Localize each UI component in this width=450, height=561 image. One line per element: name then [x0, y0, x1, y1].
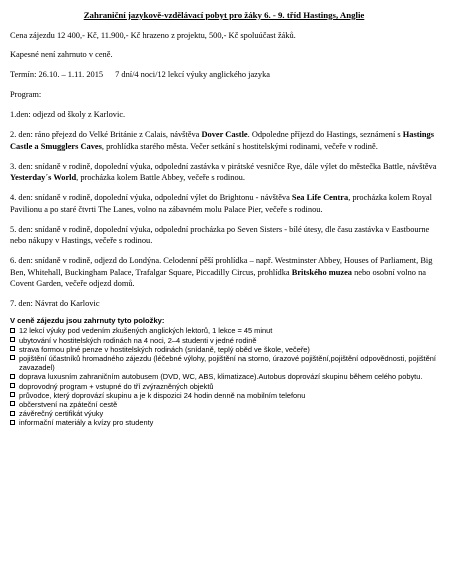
document-title: Zahraniční jazykově-vzdělávací pobyt pro žáky 6. - 9. tříd Hastings, Anglie: [83, 10, 365, 20]
list-item: průvodce, který doprovází skupinu a je k dispozici 24 hodin denně na mobilním telefonu: [10, 391, 438, 400]
yesterdays-world-highlight: Yesterday´s World: [10, 173, 77, 183]
list-item: závěrečný certifikát výuky: [10, 409, 438, 418]
day-2-text-c: . Odpoledne příjezd do Hastings, seznámení s: [247, 130, 403, 140]
checkbox-icon: [10, 328, 15, 333]
checkbox-icon: [10, 383, 15, 388]
list-item: ubytování v hostitelských rodinách na 4 noci, 2–4 studenti v jedné rodině: [10, 336, 438, 345]
program-day-2: [10, 129, 438, 152]
program-label: Program:: [10, 90, 42, 100]
checkbox-icon: [10, 392, 15, 397]
checkbox-icon: [10, 337, 15, 342]
day-4-text-c: , procházka kolem Royal Pavilionu a po staré čtvrti The Lanes, volno na zábavném molu Palace Pier, večeře s rodinou.: [10, 193, 432, 214]
dover-castle-highlight: Dover Castle: [201, 130, 248, 140]
list-item: strava formou plné penze v hostitelských rodinách (snídaně, teplý oběd ve škole, večeře): [10, 345, 438, 354]
program-day-7: 7. den: Návrat do Karlovic: [10, 299, 100, 309]
sea-life-centre-highlight: Sea Life Centra: [291, 193, 349, 203]
list-item: doprovodný program + vstupné do tří zvýrazněných objektů: [10, 382, 438, 391]
day-6-text-a: 6. den: snídaně v rodině, odjezd do Londýna. Celodenní pěší prohlídka – např. Westminster Abbey, Houses of Parliament, Big Ben, Whitehall, Buckingham Palace, Trafalgar Square, Piccadilly Circus, prohlídka: [10, 255, 433, 277]
program-day-6: [10, 255, 438, 290]
term-dates: Termín: 26.10. – 1.11. 2015: [10, 70, 104, 80]
checkbox-icon: [10, 401, 15, 406]
list-item: občerstvení na zpáteční cestě: [10, 400, 438, 409]
list-item: doprava luxusním zahraničním autobusem (DVD, WC, ABS, klimatizace).Autobus doprovází skupinu během celého pobytu.: [10, 372, 438, 381]
program-day-1: 1.den: odjezd od školy z Karlovic.: [10, 110, 126, 120]
checkbox-icon: [10, 420, 15, 425]
program-day-3: [10, 161, 438, 184]
included-items-heading: V ceně zájezdu jsou zahrnuty tyto položky:: [10, 316, 165, 326]
day-3-text-a: 3. den: snídaně v rodině, dopolední výuka, odpolední zastávka v pirátské vesničce Rye, dále výlet do městečka Battle, návštěva: [10, 161, 437, 171]
program-day-5: 5. den: snídaně v rodině, dopolední výuka, odpolední procházka po Seven Sisters - bílé útesy, dle času zastávka v Eastbourne nebo nákupy v Hastings, večeře s rodinou.: [10, 224, 430, 246]
term-line: [10, 69, 438, 81]
day-6-text-c: nebo osobní volno na Covent Garden, večeře odjezd domů.: [10, 267, 426, 289]
checkbox-icon: [10, 411, 15, 416]
price-line: Cena zájezdu 12 400,- Kč, 11.900,- Kč hrazeno z projektu, 500,- Kč spoluúčast žáků.: [10, 30, 296, 40]
list-item: informační materiály a kvízy pro studenty: [10, 418, 438, 427]
term-details: 7 dní/4 noci/12 lekcí výuky anglického jazyka: [115, 70, 270, 80]
program-day-4: [10, 192, 438, 215]
checkbox-icon: [10, 374, 15, 379]
included-items-section: [10, 316, 438, 427]
hastings-castle-highlight: Hastings Castle a Smugglers Caves: [10, 130, 434, 151]
day-4-text-a: 4. den: snídaně v rodině, dopolední výuka, odpolední výlet do Brightonu - návštěva: [10, 193, 292, 203]
included-items-list: [10, 326, 438, 427]
day-2-text-e: , prohlídka starého města. Večer setkání s hostitelskými rodinami, večeře v rodině.: [101, 141, 378, 151]
day-3-text-c: , procházka kolem Battle Abbey, večeře s rodinou.: [76, 173, 245, 183]
british-museum-highlight: Britského muzea: [291, 267, 352, 277]
list-item: pojištění účastníků hromadného zájezdu (léčebné výlohy, pojištění na storno, úrazové pojištění,pojištění odpovědnosti, pojištění zavazadel): [10, 354, 438, 372]
checkbox-icon: [10, 346, 15, 351]
list-item: 12 lekcí výuky pod vedením zkušených anglických lektorů, 1 lekce = 45 minut: [10, 326, 438, 335]
checkbox-icon: [10, 355, 15, 360]
day-2-text-a: 2. den: ráno přejezd do Velké Británie z Calais, návštěva: [10, 130, 202, 140]
pocket-money-note: Kapesné není zahrnuto v ceně.: [10, 50, 113, 60]
